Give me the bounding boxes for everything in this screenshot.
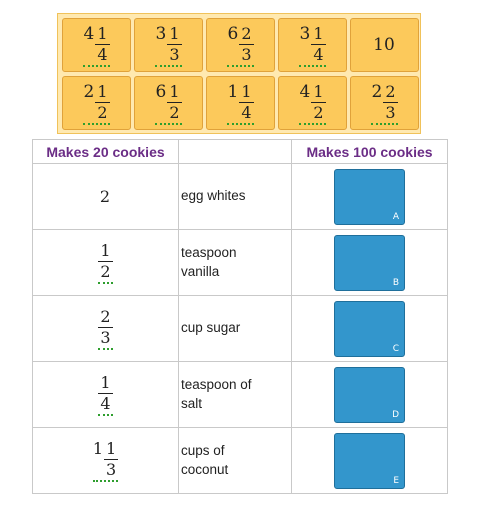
ingredient-cell [179, 428, 292, 494]
fraction-denominator: 4 [313, 44, 324, 64]
fraction-numerator: 1 [241, 81, 252, 101]
fraction-denominator: 3 [169, 44, 180, 64]
answer-tile[interactable] [62, 76, 131, 130]
drop-zone-label: D [392, 409, 399, 420]
fraction-numerator: 1 [313, 23, 324, 43]
fraction-denominator: 4 [100, 394, 111, 413]
whole-number: 2 [83, 81, 95, 102]
whole-number: 2 [99, 187, 111, 206]
answer-tile[interactable] [278, 76, 347, 130]
drop-zone-label: A [392, 211, 399, 222]
ingredient-label: cup sugar [181, 320, 241, 336]
ingredient-cell [179, 230, 292, 296]
column-header-20-cookies: Makes 20 cookies [33, 140, 179, 164]
fraction-numerator: 2 [241, 23, 252, 43]
fraction-numerator: 1 [106, 439, 117, 458]
ingredient-label: egg whites [181, 188, 246, 204]
table-row [33, 164, 448, 230]
whole-number: 4 [299, 81, 311, 102]
whole-number: 10 [373, 35, 395, 55]
fraction-denominator: 2 [169, 102, 180, 122]
fraction-numerator: 2 [100, 307, 111, 326]
table-row [33, 230, 448, 296]
whole-number: 3 [299, 23, 311, 44]
whole-number: 2 [371, 81, 383, 102]
fraction-numerator: 1 [169, 81, 180, 101]
whole-number: 6 [227, 23, 239, 44]
fraction-denominator: 3 [385, 102, 396, 122]
table-row [33, 428, 448, 494]
answer-cell [292, 296, 448, 362]
drop-zone[interactable] [334, 367, 405, 423]
fraction-denominator: 2 [100, 262, 111, 281]
amount-cell [33, 230, 179, 296]
answer-tile[interactable] [134, 18, 203, 72]
answer-cell [292, 230, 448, 296]
ingredient-label: teaspoon vanilla [181, 245, 237, 279]
amount-cell [33, 428, 179, 494]
answer-tile[interactable] [206, 76, 275, 130]
fraction-denominator: 4 [241, 102, 252, 122]
answer-tile[interactable] [350, 76, 419, 130]
whole-number: 6 [155, 81, 167, 102]
amount-cell [33, 362, 179, 428]
fraction [95, 23, 109, 64]
whole-number: 3 [155, 23, 167, 44]
fraction [311, 81, 325, 122]
answer-tile-bank [57, 13, 421, 134]
column-header-ingredient [179, 140, 292, 164]
answer-cell [292, 428, 448, 494]
fraction [98, 243, 112, 280]
fraction [104, 441, 118, 478]
number-value [227, 82, 253, 125]
recipe-table [32, 139, 448, 494]
answer-tile[interactable] [206, 18, 275, 72]
fraction [167, 81, 181, 122]
number-value [299, 24, 325, 67]
fraction [167, 23, 181, 64]
fraction [98, 375, 112, 412]
answer-tile[interactable] [62, 18, 131, 72]
number-value [98, 241, 112, 284]
ingredient-cell [179, 296, 292, 362]
drop-zone[interactable] [334, 433, 405, 489]
fraction-numerator: 1 [97, 81, 108, 101]
fraction [239, 23, 253, 64]
ingredient-cell [179, 362, 292, 428]
number-value [155, 82, 181, 125]
ingredient-label: teaspoon of salt [181, 377, 252, 411]
amount-cell [33, 164, 179, 230]
whole-number: 1 [227, 81, 239, 102]
number-value [227, 24, 253, 67]
fraction-denominator: 4 [97, 44, 108, 64]
ingredient-cell [179, 164, 292, 230]
answer-tile[interactable] [134, 76, 203, 130]
fraction [98, 309, 112, 346]
number-value [371, 82, 397, 125]
fraction-denominator: 3 [106, 460, 117, 479]
fraction [95, 81, 109, 122]
whole-number: 4 [83, 23, 95, 44]
fraction-numerator: 1 [100, 241, 111, 260]
number-value [83, 82, 109, 125]
answer-cell [292, 362, 448, 428]
number-value [299, 82, 325, 125]
number-value [98, 373, 112, 416]
answer-tile[interactable] [350, 18, 419, 72]
fraction-denominator: 2 [313, 102, 324, 122]
answer-cell [292, 164, 448, 230]
fraction-numerator: 1 [313, 81, 324, 101]
drop-zone[interactable] [334, 301, 405, 357]
fraction [311, 23, 325, 64]
whole-number: 1 [92, 439, 103, 458]
drop-zone[interactable] [334, 235, 405, 291]
number-value [100, 187, 111, 206]
amount-cell [33, 296, 179, 362]
table-header-row [33, 140, 448, 164]
ingredient-label: cups of coconut [181, 443, 229, 477]
fraction-denominator: 3 [100, 328, 111, 347]
number-value [83, 24, 109, 67]
fraction-numerator: 1 [169, 23, 180, 43]
fraction-denominator: 3 [241, 44, 252, 64]
fraction-denominator: 2 [97, 102, 108, 122]
column-header-100-cookies: Makes 100 cookies [292, 140, 448, 164]
number-value [155, 24, 181, 67]
fraction-numerator: 1 [100, 373, 111, 392]
drop-zone-label: B [392, 277, 399, 288]
drop-zone[interactable] [334, 169, 405, 225]
number-value [98, 307, 112, 350]
drop-zone-label: E [393, 475, 399, 486]
fraction [383, 81, 397, 122]
fraction [239, 81, 253, 122]
table-row [33, 296, 448, 362]
fraction-numerator: 1 [97, 23, 108, 43]
table-row [33, 362, 448, 428]
answer-tile[interactable] [278, 18, 347, 72]
drop-zone-label: C [392, 343, 399, 354]
number-value [373, 35, 396, 55]
fraction-numerator: 2 [385, 81, 396, 101]
number-value [93, 439, 118, 482]
